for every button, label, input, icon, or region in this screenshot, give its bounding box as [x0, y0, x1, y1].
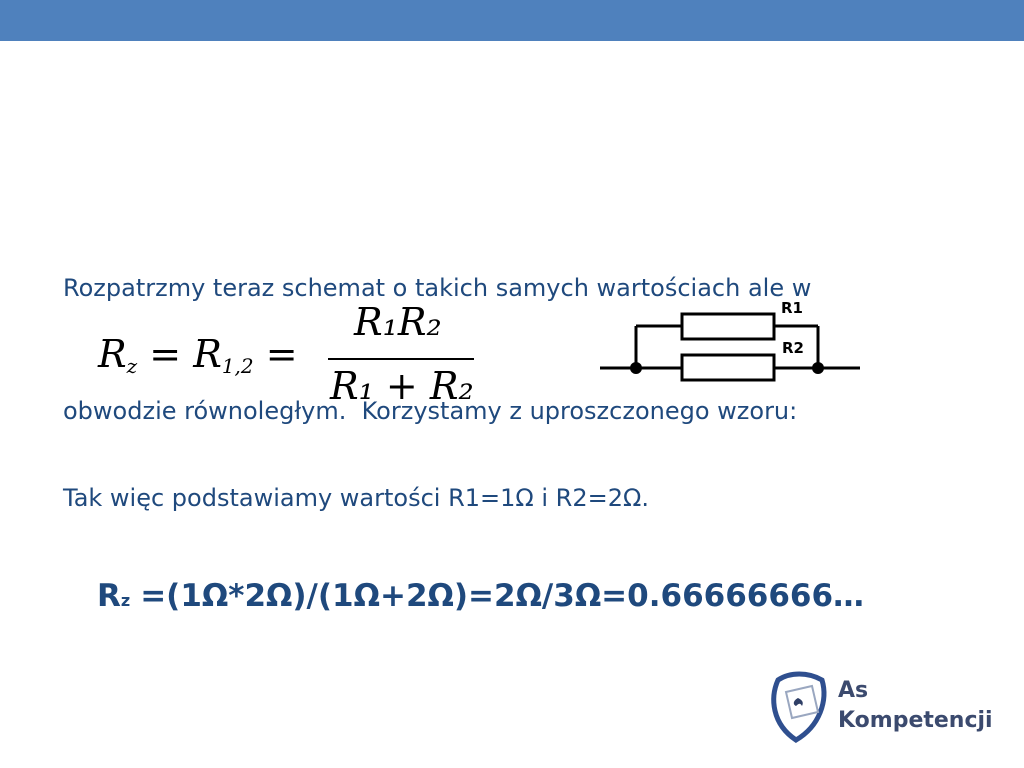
resistor-r2 [682, 355, 774, 380]
formula-numerator: R₁R₂ [354, 300, 442, 344]
result-symbol: R [97, 578, 121, 614]
fraction-bar [328, 358, 474, 360]
formula-rz: R [98, 332, 127, 376]
logo-line-1: As [838, 678, 869, 703]
circuit-node-left [630, 362, 642, 374]
formula-rz-sub: z [126, 354, 138, 378]
parallel-circuit-diagram [598, 296, 868, 386]
substitution-text: Tak więc podstawiamy wartości R1=1Ω i R2=2Ω. [63, 484, 649, 512]
label-r1: R1 [781, 299, 803, 317]
logo-line-2: Kompetencji [838, 708, 993, 733]
formula-denominator: R₁ + R₂ [330, 364, 474, 408]
formula-r12: R [193, 332, 222, 376]
result-equation [97, 578, 864, 614]
parallel-resistance-formula [98, 300, 498, 420]
formula-r12-sub: 1,2 [221, 354, 254, 378]
result-expression: =(1Ω*2Ω)/(1Ω+2Ω)=2Ω/3Ω=0.66666666… [140, 578, 865, 614]
logo-emblem-icon [768, 670, 834, 746]
result-symbol-sub: z [120, 591, 131, 610]
formula-lhs: $R_z = R_{1,2}$ = [98, 332, 298, 378]
as-kompetencji-logo [768, 670, 996, 750]
logo-text [838, 676, 993, 736]
intro-line-2: obwodzie równoległym. Korzystamy z uproszczonego wzoru: [63, 397, 798, 425]
resistor-r1 [682, 314, 774, 339]
circuit-node-right [812, 362, 824, 374]
intro-line-1: Rozpatrzmy teraz schemat o takich samych wartościach ale w [63, 274, 812, 302]
top-header-bar [0, 0, 1024, 41]
label-r2: R2 [782, 339, 804, 357]
